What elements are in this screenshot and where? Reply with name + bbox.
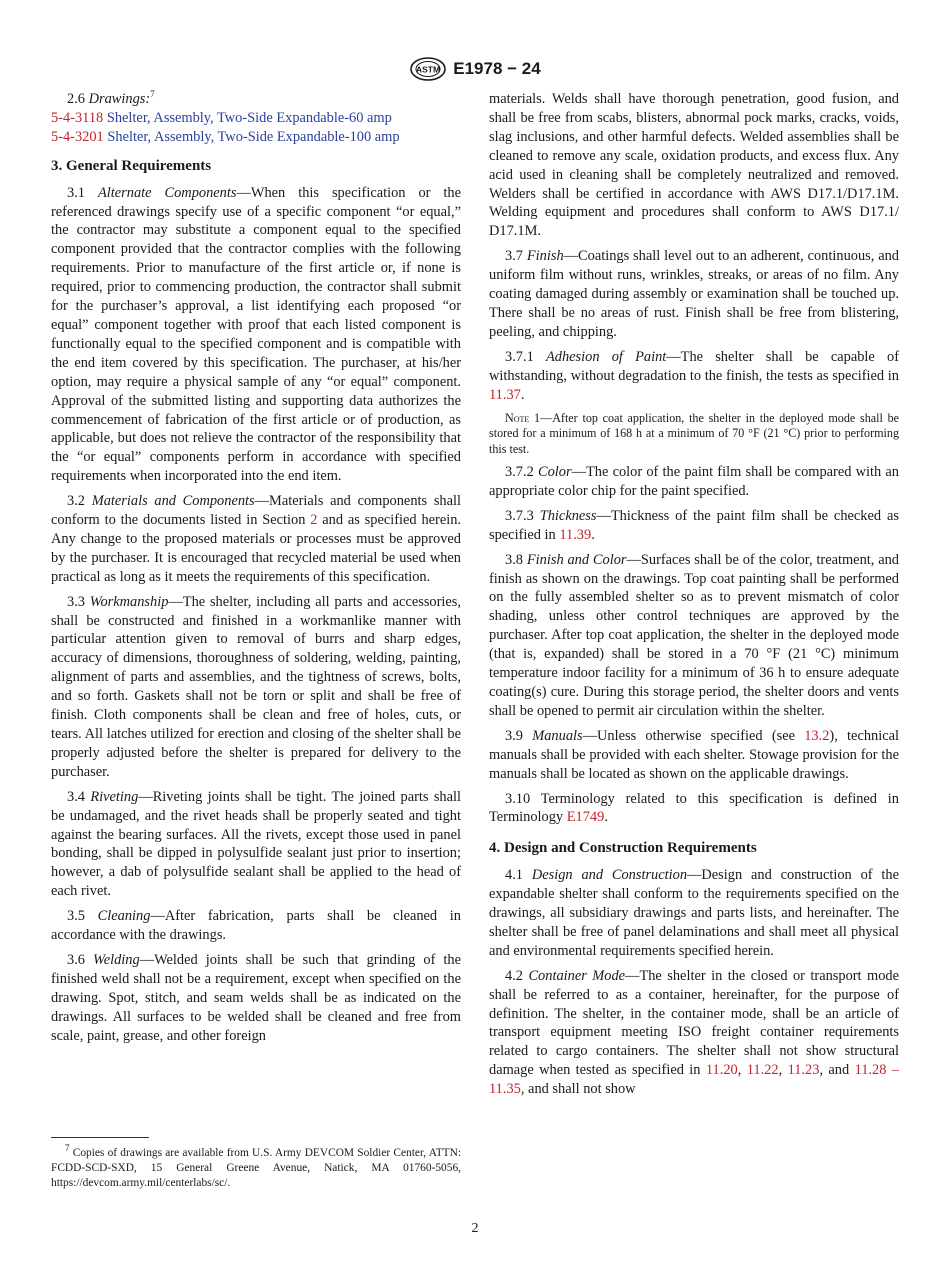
section-2-6: 2.6 Drawings:$^7$ [67, 89, 155, 107]
section-link[interactable]: 11.39 [559, 526, 592, 543]
page-header [0, 56, 950, 82]
note-1: Note 1—After top coat application, the shelter in the deployed mode shall be stored for a minimum of 168 h at a minimum of 70 °F (21 °C) prior to performing this test. [489, 410, 899, 456]
section-link[interactable]: 11.20 [705, 1062, 738, 1079]
page-number: 2 [471, 1221, 479, 1236]
drawing-ref-2[interactable]: 5-4-3201 Shelter, Assembly, Two-Side Expandable-100 amp [51, 128, 400, 145]
left-column [51, 90, 461, 1052]
standard-link[interactable]: E1749 [566, 809, 605, 826]
para-3-6-continued: materials. Welds shall have thorough penetration, good fusion, and shall be free from scabs, blisters, abnormal pock marks, cracks, voids, slag inclusions, and other harmful defects. Welded assemblies shall be cleaned to remove any scale, oxidation products, and excess flux. Any acid used in cleaning shall be completely neutralized and removed. Welders shall be certified in accordance with AWS D17.1/D17.1M. Welding equipment and procedures shall conform to AWS D17.1/ D17.1M. [489, 91, 899, 240]
footnote-marker[interactable]: 7 [150, 89, 155, 100]
section-3-heading: 3. General Requirements [51, 157, 212, 174]
para-3-2: 3.2 Materials and Components—Materials and components shall conform to the documents listed in Section 2 and as specified herein. Any change to the proposed materials or processes must be approved by the purchaser. It is encouraged that recycled material be used when practical as long as it meets the requirements of this specification. [51, 493, 461, 585]
footnote-divider [51, 1137, 149, 1138]
para-3-3: 3.3 Workmanship—The shelter, including all parts and accessories, shall be constructed and finished in a workmanlike manner with particular attention given to removal of burrs and sharp edges, accuracy of dimensions, thoroughness of soldering, welding, painting, alignment of parts and assemblies, and the tightness of screws, bolts, and so forth. Gaskets shall not be torn or split and shall be free of finish. Cloth components shall be clean and free of holes, cuts, or tears. All latches utilized for erection and closing of the shelter shall be properly adjusted before the shelter is prepared for delivery to the purchaser. [51, 593, 461, 780]
para-3-7-2: 3.7.2 Color—The color of the paint film shall be compared with an appropriate color chip for the paint specified. [489, 464, 899, 499]
para-3-7-3: 3.7.3 Thickness—Thickness of the paint film shall be checked as specified in 11.39. [489, 507, 899, 543]
para-3-5: 3.5 Cleaning—After fabrication, parts shall be cleaned in accordance with the drawings. [51, 908, 461, 944]
para-3-7-1: 3.7.1 Adhesion of Paint—The shelter shall be capable of withstanding, without degradation to the finish, the tests as specified in 11.37. [489, 348, 899, 403]
section-link[interactable]: 11.22 [746, 1062, 779, 1079]
section-link[interactable]: 11.28 – 11.35 [489, 1062, 899, 1098]
document-id: E1978 − 24 [453, 59, 541, 78]
astm-logo-icon [409, 56, 447, 82]
para-4-1: 4.1 Design and Construction—Design and construction of the expandable shelter shall conform to the requirements specified on the drawings, all subsidiary drawings and parts lists, and hereinafter. The shelter shall be free of panel delaminations and shall meet all physical and environmental requirements specified herein. [489, 867, 899, 959]
para-3-1: 3.1 Alternate Components—When this specification or the referenced drawings specify use of a specific component “or equal,” the contractor may substitute a component equal to the specified component provided that the contractor complies with the following requirements. Prior to manufacture of the first article or, if none is required, prior to commencing production, the contractor shall submit for the purchaser’s approval, a list identifying each proposed “or equal” component together with proof that each listed component is functionally equal to the specified component and is compatible with the end item covered by this specification. The purchaser, at his/her option, may require a physical sample of any “or equal” component. Approval of the submitted listing and supporting data authorizes the commencement of fabrication of the first article or of production, as applicable, but does not relieve the contractor of the responsibility that the “or equal” components perform in accordance with specified requirements when incorporated into the end item. [51, 184, 461, 485]
drawing-ref-1[interactable]: 5-4-3118 Shelter, Assembly, Two-Side Expandable-60 amp [51, 109, 392, 126]
para-3-10: 3.10 Terminology related to this specification is defined in Terminology E1749. [489, 790, 899, 826]
para-4-2: 4.2 Container Mode—The shelter in the closed or transport mode shall be referred to as a container, hereinafter, for the purpose of definition. The shelter, in the container mode, shall be an article of transport equipment meeting ISO freight container requirements related to cargo containers. The shelter shall not show structural damage when tested as specified in 11.20, 11.22, 11.23, and 11.28 – 11.35, and shall not show [489, 967, 899, 1098]
footnote-7: $^7$ Copies of drawings are available from U.S. Army DEVCOM Soldier Center, ATTN: FCDD-SCD-SXD, 15 General Greene Avenue, Natick, MA 01760-5056, https://devcom.army.mil/centerlabs/sc/. [51, 1143, 461, 1190]
para-3-7: 3.7 Finish—Coatings shall level out to an adherent, continuous, and uniform film without runs, wrinkles, streaks, or areas of no film. Any coating damaged during assembly or examination shall be touched up. There shall be no areas of rust. Finish shall be free from blistering, peeling, and chipping. [489, 248, 899, 340]
section-4-heading: 4. Design and Construction Requirements [489, 840, 757, 857]
para-3-6: 3.6 Welding—Welded joints shall be such that grinding of the finished weld shall not be a requirement, except when specified on the drawing. Spot, stitch, and seam welds shall be as indicated on the drawings. All surfaces to be welded shall be cleaned and free from scale, paint, grease, and other foreign [51, 951, 461, 1044]
section-link[interactable]: 13.2 [804, 727, 830, 744]
section-link[interactable]: 11.23 [787, 1062, 820, 1079]
para-3-9: 3.9 Manuals—Unless otherwise specified (see 13.2), technical manuals shall be provided with each shelter. Stowage provision for the manuals shall be located as shown on the applicable drawings. [489, 727, 899, 782]
para-3-4: 3.4 Riveting—Riveting joints shall be tight. The joined parts shall be undamaged, and the rivet heads shall be properly seated and tight against the bearing surfaces. All the rivets, except those used in panel bonding, shall be dipped in polysulfide sealant just prior to insertion; however, a dab of polysulfide sealant shall be applied to the head of each rivet. [51, 788, 462, 900]
right-column [489, 90, 899, 1105]
section-link[interactable]: 2 [310, 512, 318, 529]
section-link[interactable]: 11.37 [489, 386, 521, 403]
svg-text:ASTM: ASTM [416, 64, 441, 75]
para-3-8: 3.8 Finish and Color—Surfaces shall be of the color, treatment, and finish as shown on the drawings. Top coat painting shall be performed on the fully assembled shelter so as to prevent mismatch of color shading, unless other control techniques are approved by the purchaser. After top coat application, the shelter in the deployed mode (that is, expanded) shall be stored in a 70 °F (21 °C) minimum temperature indoor facility for a minimum of 36 h to ensure adequate coating(s) cure. During this storage period, the shelter doors and vents shall be opened to permit air circulation within the shelter. [489, 551, 899, 719]
